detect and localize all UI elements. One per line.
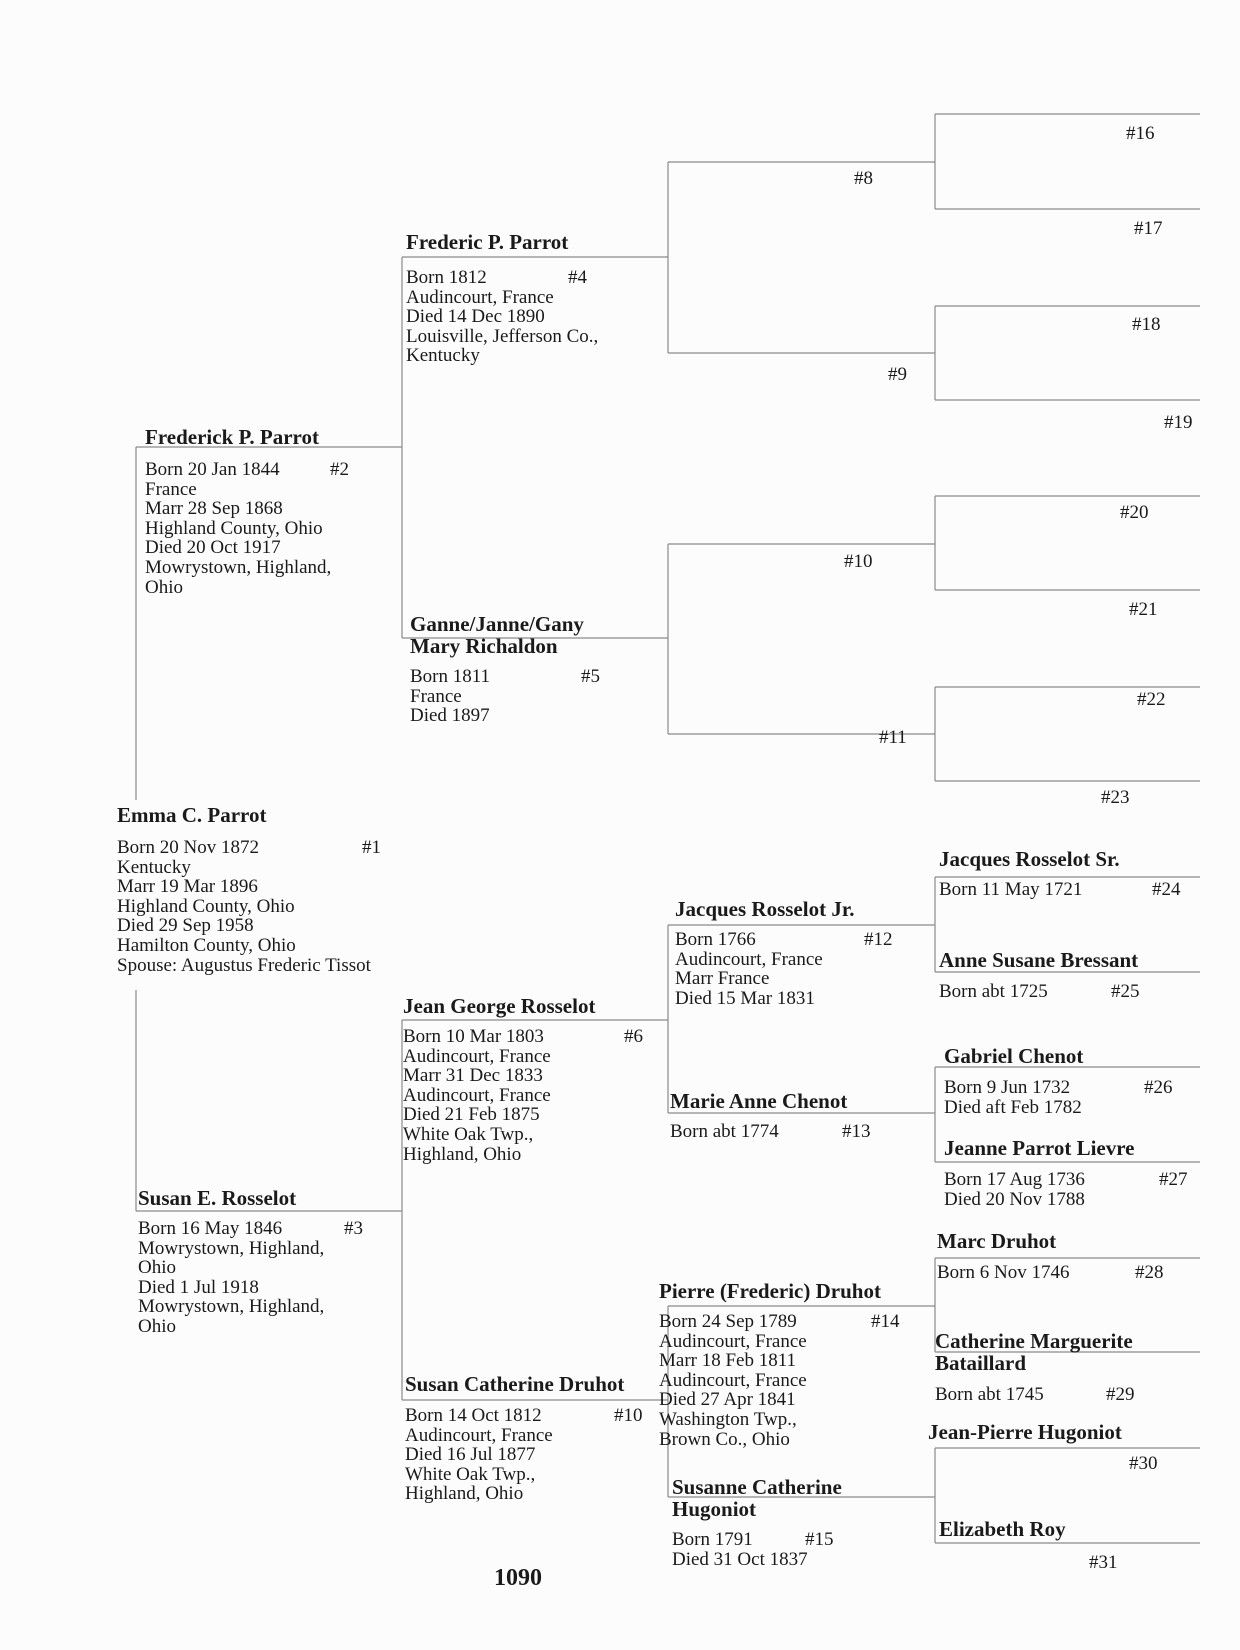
page-number: 1090 bbox=[494, 1565, 542, 1591]
person-26-details bbox=[944, 1170, 1085, 1209]
person-0-detail-line: Hamilton County, Ohio bbox=[117, 934, 296, 956]
person-3-detail-line: Louisville, Jefferson Co., bbox=[406, 325, 599, 347]
person-30-number: #31 bbox=[1089, 1552, 1118, 1573]
person-1-detail-line: Died 20 Oct 1917 bbox=[145, 537, 281, 559]
person-30-name bbox=[939, 1518, 1066, 1540]
person-14-number: #15 bbox=[805, 1529, 834, 1550]
person-5-detail-line: Marr 31 Dec 1833 bbox=[403, 1065, 543, 1087]
person-6-detail-line: Highland, Ohio bbox=[405, 1483, 524, 1505]
person-4-name-line: Mary Richaldon bbox=[410, 634, 558, 658]
person-17-number: #18 bbox=[1132, 314, 1161, 335]
person-2-name-line: Susan E. Rosselot bbox=[138, 1186, 297, 1210]
person-6-name bbox=[405, 1373, 624, 1395]
person-26-detail-line: Died 20 Nov 1788 bbox=[944, 1188, 1085, 1210]
person-28-name-line: Catherine Marguerite bbox=[935, 1329, 1133, 1353]
person-5-name-line: Jean George Rosselot bbox=[403, 994, 596, 1018]
person-25-detail-line: Died aft Feb 1782 bbox=[944, 1096, 1082, 1118]
person-20-number: #21 bbox=[1129, 599, 1158, 620]
person-5-detail-line: White Oak Twp., bbox=[403, 1123, 534, 1145]
person-0-detail-line: Marr 19 Mar 1896 bbox=[117, 876, 258, 898]
person-24-number: #25 bbox=[1111, 981, 1140, 1002]
person-2-number: #3 bbox=[344, 1218, 363, 1239]
person-23-detail-line: Born 11 May 1721 bbox=[939, 879, 1083, 900]
person-23-number: #24 bbox=[1152, 879, 1181, 900]
person-22-number: #23 bbox=[1101, 787, 1130, 808]
person-13-detail-line: Died 27 Apr 1841 bbox=[659, 1389, 796, 1411]
person-0-detail-line: Highland County, Ohio bbox=[117, 895, 295, 917]
person-19-number: #20 bbox=[1120, 502, 1149, 523]
person-13-name-line: Pierre (Frederic) Druhot bbox=[659, 1279, 881, 1303]
person-29-name bbox=[928, 1421, 1122, 1443]
person-1-detail-line: Marr 28 Sep 1868 bbox=[145, 498, 283, 520]
person-0-detail-line: Born 20 Nov 1872 bbox=[117, 837, 259, 858]
person-14-detail-line: Born 1791 bbox=[672, 1529, 753, 1550]
person-2-detail-line: Mowrystown, Highland, bbox=[138, 1237, 325, 1259]
person-5-details bbox=[403, 1027, 551, 1164]
person-3-number: #4 bbox=[568, 267, 587, 288]
person-6-detail-line: Audincourt, France bbox=[405, 1424, 553, 1446]
person-27-number: #28 bbox=[1135, 1262, 1164, 1283]
person-28-name bbox=[935, 1330, 1133, 1374]
person-25-details bbox=[944, 1078, 1082, 1117]
person-4-details bbox=[410, 667, 490, 726]
person-2-detail-line: Ohio bbox=[138, 1257, 176, 1279]
person-13-detail-line: Audincourt, France bbox=[659, 1369, 807, 1391]
person-1-number: #2 bbox=[330, 459, 349, 480]
person-3-name-line: Frederic P. Parrot bbox=[406, 230, 569, 254]
person-6-name-line: Susan Catherine Druhot bbox=[405, 1372, 625, 1396]
person-1-name-line: Frederick P. Parrot bbox=[145, 425, 319, 449]
person-12-number: #13 bbox=[842, 1121, 871, 1142]
person-18-number: #19 bbox=[1164, 412, 1193, 433]
person-25-number: #26 bbox=[1144, 1077, 1173, 1098]
person-5-detail-line: Highland, Ohio bbox=[403, 1143, 522, 1165]
person-11-detail-line: Marr France bbox=[675, 968, 770, 990]
person-13-details bbox=[659, 1312, 807, 1449]
person-0-name bbox=[117, 804, 267, 826]
person-28-name-line: Bataillard bbox=[935, 1351, 1027, 1375]
person-8-number: #9 bbox=[888, 364, 907, 385]
person-27-details bbox=[937, 1263, 1069, 1283]
person-0-detail-line: Spouse: Augustus Frederic Tissot bbox=[117, 954, 371, 976]
person-23-name bbox=[939, 848, 1120, 870]
person-5-detail-line: Died 21 Feb 1875 bbox=[403, 1104, 540, 1126]
person-1-detail-line: Mowrystown, Highland, bbox=[145, 556, 332, 578]
person-23-name-line: Jacques Rosselot Sr. bbox=[939, 847, 1120, 871]
person-0-number: #1 bbox=[362, 837, 381, 858]
person-28-detail-line: Born abt 1745 bbox=[935, 1384, 1044, 1405]
person-25-detail-line: Born 9 Jun 1732 bbox=[944, 1077, 1071, 1098]
person-14-name-line: Hugoniot bbox=[672, 1497, 757, 1521]
person-12-detail-line: Born abt 1774 bbox=[670, 1121, 779, 1142]
person-11-number: #12 bbox=[864, 929, 893, 950]
person-4-detail-line: Born 1811 bbox=[410, 666, 491, 687]
person-14-name bbox=[672, 1476, 842, 1520]
person-1-detail-line: Highland County, Ohio bbox=[145, 517, 323, 539]
person-12-name bbox=[670, 1090, 847, 1112]
person-14-detail-line: Died 31 Oct 1837 bbox=[672, 1548, 808, 1570]
person-3-detail-line: Died 14 Dec 1890 bbox=[406, 306, 545, 328]
person-1-detail-line: Born 20 Jan 1844 bbox=[145, 459, 280, 480]
person-10-number: #11 bbox=[879, 727, 907, 748]
person-1-detail-line: Ohio bbox=[145, 576, 183, 598]
person-3-detail-line: Audincourt, France bbox=[406, 286, 554, 308]
person-9-number: #10 bbox=[844, 551, 873, 572]
person-16-number: #17 bbox=[1134, 218, 1163, 239]
person-14-details bbox=[672, 1530, 808, 1569]
person-4-name bbox=[410, 613, 584, 657]
person-13-detail-line: Washington Twp., bbox=[659, 1408, 797, 1430]
person-0-name-line: Emma C. Parrot bbox=[117, 803, 267, 827]
person-5-number: #6 bbox=[624, 1026, 643, 1047]
person-26-number: #27 bbox=[1159, 1169, 1188, 1190]
person-7-number: #8 bbox=[854, 168, 873, 189]
person-6-detail-line: Born 14 Oct 1812 bbox=[405, 1405, 542, 1426]
person-6-detail-line: Died 16 Jul 1877 bbox=[405, 1444, 536, 1466]
person-4-detail-line: Died 1897 bbox=[410, 705, 490, 727]
person-1-detail-line: France bbox=[145, 478, 197, 500]
person-4-number: #5 bbox=[581, 666, 600, 687]
person-11-name-line: Jacques Rosselot Jr. bbox=[675, 897, 855, 921]
person-5-detail-line: Audincourt, France bbox=[403, 1045, 551, 1067]
person-13-name bbox=[659, 1280, 881, 1302]
person-29-name-line: Jean-Pierre Hugoniot bbox=[928, 1420, 1122, 1444]
person-14-name-line: Susanne Catherine bbox=[672, 1475, 842, 1499]
person-13-detail-line: Audincourt, France bbox=[659, 1330, 807, 1352]
person-30-name-line: Elizabeth Roy bbox=[939, 1517, 1066, 1541]
person-27-name-line: Marc Druhot bbox=[937, 1229, 1057, 1253]
person-1-name bbox=[145, 426, 319, 448]
person-15-number: #16 bbox=[1126, 123, 1155, 144]
person-0-details bbox=[117, 838, 371, 975]
person-21-number: #22 bbox=[1137, 689, 1166, 710]
person-26-name-line: Jeanne Parrot Lievre bbox=[944, 1136, 1135, 1160]
person-12-details bbox=[670, 1122, 779, 1142]
person-23-details bbox=[939, 880, 1082, 900]
person-13-detail-line: Brown Co., Ohio bbox=[659, 1428, 790, 1450]
person-0-detail-line: Kentucky bbox=[117, 856, 191, 878]
person-29-number: #30 bbox=[1129, 1453, 1158, 1474]
person-27-name bbox=[937, 1230, 1056, 1252]
person-2-detail-line: Ohio bbox=[138, 1315, 176, 1337]
person-24-details bbox=[939, 982, 1048, 1002]
person-6-detail-line: White Oak Twp., bbox=[405, 1463, 536, 1485]
person-3-detail-line: Born 1812 bbox=[406, 267, 487, 288]
person-5-detail-line: Born 10 Mar 1803 bbox=[403, 1026, 544, 1047]
person-6-details bbox=[405, 1406, 553, 1504]
person-24-detail-line: Born abt 1725 bbox=[939, 981, 1048, 1002]
person-11-detail-line: Born 1766 bbox=[675, 929, 756, 950]
person-25-name bbox=[944, 1045, 1083, 1067]
person-24-name bbox=[939, 949, 1138, 971]
person-3-detail-line: Kentucky bbox=[406, 345, 480, 367]
person-28-details bbox=[935, 1385, 1044, 1405]
person-1-details bbox=[145, 460, 331, 597]
person-26-name bbox=[944, 1137, 1135, 1159]
person-28-number: #29 bbox=[1106, 1384, 1135, 1405]
person-11-details bbox=[675, 930, 823, 1008]
person-13-number: #14 bbox=[871, 1311, 900, 1332]
person-2-detail-line: Mowrystown, Highland, bbox=[138, 1296, 325, 1318]
person-12-name-line: Marie Anne Chenot bbox=[670, 1089, 848, 1113]
person-24-name-line: Anne Susane Bressant bbox=[939, 948, 1139, 972]
person-0-detail-line: Died 29 Sep 1958 bbox=[117, 915, 254, 937]
person-2-name bbox=[138, 1187, 296, 1209]
person-27-detail-line: Born 6 Nov 1746 bbox=[937, 1262, 1070, 1283]
person-2-detail-line: Died 1 Jul 1918 bbox=[138, 1276, 259, 1298]
person-2-detail-line: Born 16 May 1846 bbox=[138, 1218, 283, 1239]
person-2-details bbox=[138, 1219, 324, 1337]
person-26-detail-line: Born 17 Aug 1736 bbox=[944, 1169, 1085, 1190]
person-4-detail-line: France bbox=[410, 685, 462, 707]
person-4-name-line: Ganne/Janne/Gany bbox=[410, 612, 584, 636]
person-5-detail-line: Audincourt, France bbox=[403, 1084, 551, 1106]
person-11-detail-line: Audincourt, France bbox=[675, 948, 823, 970]
person-13-detail-line: Marr 18 Feb 1811 bbox=[659, 1350, 797, 1372]
person-6-number: #10 bbox=[614, 1405, 643, 1426]
person-3-name bbox=[406, 231, 568, 253]
person-13-detail-line: Born 24 Sep 1789 bbox=[659, 1311, 797, 1332]
person-11-name bbox=[675, 898, 854, 920]
person-11-detail-line: Died 15 Mar 1831 bbox=[675, 987, 815, 1009]
person-25-name-line: Gabriel Chenot bbox=[944, 1044, 1084, 1068]
person-5-name bbox=[403, 995, 595, 1017]
